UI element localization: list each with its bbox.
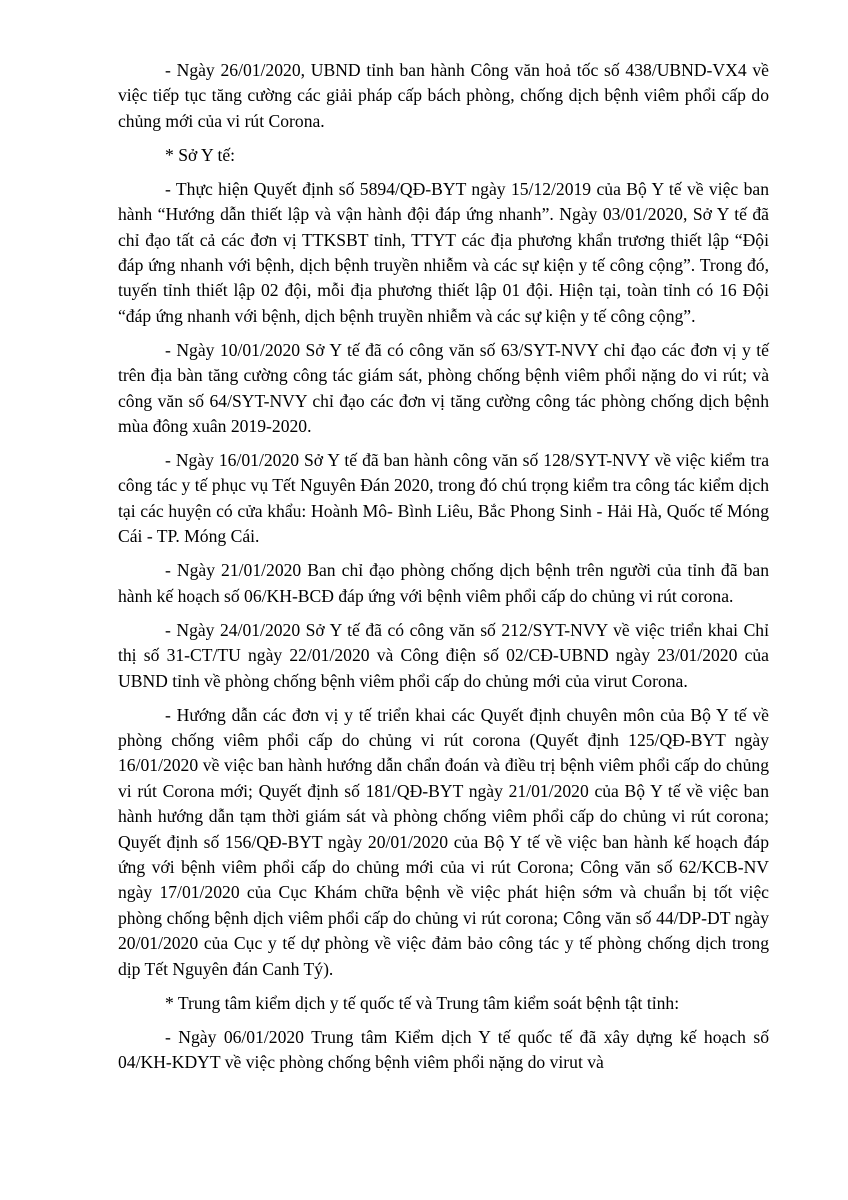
paragraph-dispatch-212: - Ngày 24/01/2020 Sở Y tế đã có công văn số 212/SYT-NVY về việc triển khai Chỉ thị số 31-CT/TU ngày 22/01/2020 và Công điện số 02/CĐ-UBND ngày 23/01/2020 của UBND tỉnh về phòng chống bệnh viêm phổi cấp do chủng mới của virut Corona. <box>118 619 769 691</box>
paragraph-ministry-guidance: - Hướng dẫn các đơn vị y tế triển khai các Quyết định chuyên môn của Bộ Y tế về phòng chống viêm phổi cấp do chủng vi rút corona (Quyết định 125/QĐ-BYT ngày 16/01/2020 về việc ban hành hướng dẫn chẩn đoán và điều trị bệnh viêm phổi cấp do chủng vi rút Corona mới; Quyết định số 181/QĐ-BYT ngày 21/01/2020 của Bộ Y tế về việc ban hành hướng dẫn tạm thời giám sát và phòng chống viêm phổi cấp do chủng vi rút corona; Quyết định số 156/QĐ-BYT ngày 20/01/2020 của Bộ Y tế về việc ban hành kế hoạch đáp ứng với bệnh viêm phổi cấp do chủng mới của vi rút Corona; Công văn số 62/KCB-NV ngày 17/01/2020 của Cục Khám chữa bệnh về việc phát hiện sớm và chuẩn bị tốt việc phòng chống bệnh dịch viêm phổi cấp do chủng vi rút corona; Công văn số 44/DP-DT ngày 20/01/2020 của Cục y tế dự phòng về việc đảm bảo công tác y tế phòng chống dịch trong dịp Tết Nguyên đán Canh Tý). <box>118 704 769 979</box>
paragraph-ubnd-dispatch: - Ngày 26/01/2020, UBND tỉnh ban hành Công văn hoả tốc số 438/UBND-VX4 về việc tiếp tục tăng cường các giải pháp cấp bách phòng, chống dịch bệnh viêm phổi cấp do chủng mới của vi rút Corona. <box>118 60 769 131</box>
paragraph-dispatch-63-64: - Ngày 10/01/2020 Sở Y tế đã có công văn số 63/SYT-NVY chỉ đạo các đơn vị y tế trên địa bàn tăng cường công tác giám sát, phòng chống bệnh viêm phổi nặng do vi rút; và công văn số 64/SYT-NVY chỉ đạo các đơn vị tăng cường công tác phòng chống dịch bệnh mùa đông xuân 2019-2020. <box>118 339 769 437</box>
section-heading-quarantine-center: * Trung tâm kiểm dịch y tế quốc tế và Trung tâm kiểm soát bệnh tật tỉnh: <box>165 992 680 1013</box>
paragraph-dispatch-128: - Ngày 16/01/2020 Sở Y tế đã ban hành công văn số 128/SYT-NVY về việc kiểm tra công tác y tế phục vụ Tết Nguyên Đán 2020, trong đó chú trọng kiểm tra công tác kiểm dịch tại các huyện có cửa khẩu: Hoành Mô- Bình Liêu, Bắc Phong Sinh - Hải Hà, Quốc tế Móng Cái - TP. Móng Cái. <box>118 450 769 547</box>
paragraph-plan-06: - Ngày 21/01/2020 Ban chỉ đạo phòng chống dịch bệnh trên người của tỉnh đã ban hành kế hoạch số 06/KH-BCĐ đáp ứng với bệnh viêm phổi cấp do chủng vi rút corona. <box>118 560 769 606</box>
paragraph-rapid-response-teams: - Thực hiện Quyết định số 5894/QĐ-BYT ngày 15/12/2019 của Bộ Y tế về việc ban hành “Hướng dẫn thiết lập và vận hành đội đáp ứng nhanh”. Ngày 03/01/2020, Sở Y tế đã chỉ đạo tất cả các đơn vị TTKSBT tỉnh, TTYT các địa phương khẩn trương thiết lập “Đội đáp ứng nhanh với bệnh, dịch bệnh truyền nhiễm và các sự kiện y tế công cộng”. Trong đó, tuyến tỉnh thiết lập 02 đội, mỗi địa phương thiết lập 01 đội. Hiện tại, toàn tỉnh có 16 Đội “đáp ứng nhanh với bệnh, dịch bệnh truyền nhiễm và các sự kiện y tế công cộng”. <box>118 178 769 326</box>
document-page <box>118 58 769 1075</box>
section-heading-so-y-te: * Sở Y tế: <box>165 144 236 165</box>
paragraph-plan-04: - Ngày 06/01/2020 Trung tâm Kiểm dịch Y tế quốc tế đã xây dựng kế hoạch số 04/KH-KDYT về việc phòng chống bệnh viêm phổi nặng do virut và <box>118 1026 769 1072</box>
